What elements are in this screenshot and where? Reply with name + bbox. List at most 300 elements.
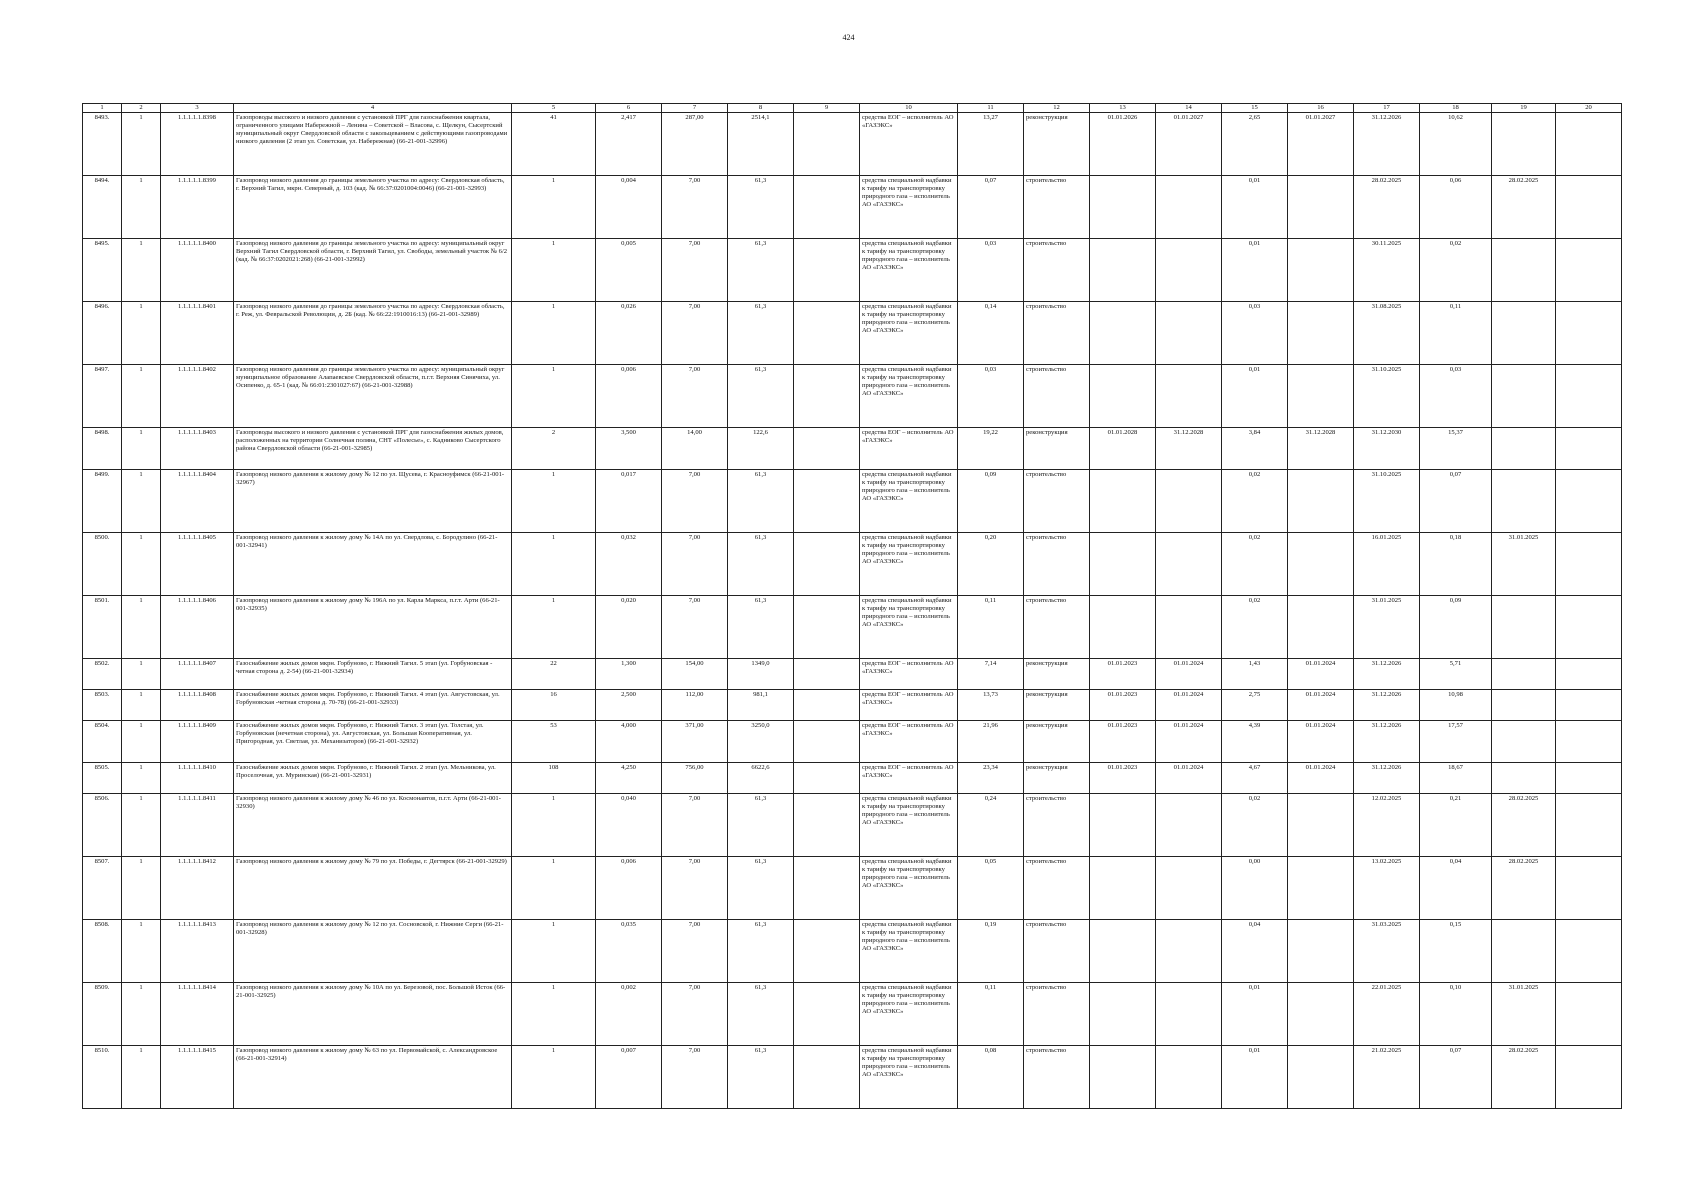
cell-col-4: Газопровод низкого давления к жилому дому № 46 по ул. Космонавтов, п.г.т. Арти (66-21-001-32930) — [234, 794, 512, 857]
cell-col-16 — [1288, 1046, 1354, 1109]
cell-col-15: 4,39 — [1222, 721, 1288, 763]
page-number: 424 — [842, 33, 855, 42]
cell-col-20 — [1556, 920, 1622, 983]
cell-col-20 — [1556, 983, 1622, 1046]
cell-col-17: 31.08.2025 — [1354, 302, 1420, 365]
cell-col-13 — [1090, 470, 1156, 533]
cell-col-17: 31.12.2026 — [1354, 721, 1420, 763]
cell-col-20 — [1556, 470, 1622, 533]
cell-col-16 — [1288, 176, 1354, 239]
column-header-7: 7 — [662, 104, 728, 113]
cell-col-10: средства специальной надбавки к тарифу на транспортировку природного газа – исполнитель АО «ГАЗЭКС» — [860, 176, 958, 239]
cell-col-10: средства специальной надбавки к тарифу на транспортировку природного газа – исполнитель АО «ГАЗЭКС» — [860, 983, 958, 1046]
cell-col-14 — [1156, 794, 1222, 857]
column-header-20: 20 — [1556, 104, 1622, 113]
cell-col-12: строительство — [1024, 176, 1090, 239]
cell-col-10: средства ЕОГ – исполнитель АО «ГАЗЭКС» — [860, 113, 958, 176]
cell-col-16 — [1288, 596, 1354, 659]
cell-col-3: 1.1.1.1.1.8409 — [161, 721, 234, 763]
table-row — [83, 113, 1622, 176]
cell-col-1: 8494. — [83, 176, 122, 239]
cell-col-9 — [794, 1046, 860, 1109]
cell-col-4: Газопровод низкого давления к жилому дому № 79 по ул. Победы, г. Дегтярск (66-21-001-32929) — [234, 857, 512, 920]
cell-col-16: 01.01.2024 — [1288, 690, 1354, 721]
column-header-1: 1 — [83, 104, 122, 113]
cell-col-13: 01.01.2023 — [1090, 690, 1156, 721]
cell-col-5: 1 — [512, 176, 596, 239]
cell-col-5: 1 — [512, 533, 596, 596]
cell-col-3: 1.1.1.1.1.8400 — [161, 239, 234, 302]
cell-col-14 — [1156, 365, 1222, 428]
cell-col-10: средства ЕОГ – исполнитель АО «ГАЗЭКС» — [860, 721, 958, 763]
cell-col-17: 31.01.2025 — [1354, 596, 1420, 659]
cell-col-5: 2 — [512, 428, 596, 470]
cell-col-12: строительство — [1024, 1046, 1090, 1109]
cell-col-7: 7,00 — [662, 533, 728, 596]
cell-col-10: средства специальной надбавки к тарифу на транспортировку природного газа – исполнитель АО «ГАЗЭКС» — [860, 596, 958, 659]
cell-col-1: 8505. — [83, 763, 122, 794]
cell-col-3: 1.1.1.1.1.8399 — [161, 176, 234, 239]
cell-col-10: средства специальной надбавки к тарифу на транспортировку природного газа – исполнитель АО «ГАЗЭКС» — [860, 239, 958, 302]
cell-col-11: 19,22 — [958, 428, 1024, 470]
cell-col-16 — [1288, 794, 1354, 857]
cell-col-10: средства специальной надбавки к тарифу на транспортировку природного газа – исполнитель АО «ГАЗЭКС» — [860, 794, 958, 857]
cell-col-17: 31.10.2025 — [1354, 470, 1420, 533]
cell-col-19: 31.01.2025 — [1492, 983, 1556, 1046]
cell-col-8: 61,3 — [728, 302, 794, 365]
cell-col-18: 10,62 — [1420, 113, 1492, 176]
cell-col-2: 1 — [122, 857, 161, 920]
cell-col-8: 6622,6 — [728, 763, 794, 794]
cell-col-16 — [1288, 533, 1354, 596]
cell-col-7: 7,00 — [662, 470, 728, 533]
cell-col-1: 8499. — [83, 470, 122, 533]
cell-col-12: реконструкция — [1024, 659, 1090, 690]
cell-col-20 — [1556, 794, 1622, 857]
cell-col-6: 0,007 — [596, 1046, 662, 1109]
table-row — [83, 920, 1622, 983]
cell-col-7: 7,00 — [662, 920, 728, 983]
column-header-15: 15 — [1222, 104, 1288, 113]
cell-col-11: 0,14 — [958, 302, 1024, 365]
cell-col-18: 10,98 — [1420, 690, 1492, 721]
cell-col-12: строительство — [1024, 533, 1090, 596]
cell-col-19: 31.01.2025 — [1492, 533, 1556, 596]
cell-col-15: 2,65 — [1222, 113, 1288, 176]
cell-col-7: 14,00 — [662, 428, 728, 470]
cell-col-14: 01.01.2024 — [1156, 763, 1222, 794]
cell-col-4: Газопровод низкого давления до границы земельного участка по адресу: муниципальный округ муниципальное образование Алапаевское Свердловской области, п.г.т. Верхняя Синячиха, ул. Осипенко, д. 65-1 (кад. № 66:01:2301027:67) (66-21-001-32988) — [234, 365, 512, 428]
table-row — [83, 302, 1622, 365]
column-header-3: 3 — [161, 104, 234, 113]
cell-col-9 — [794, 365, 860, 428]
cell-col-2: 1 — [122, 533, 161, 596]
cell-col-15: 0,01 — [1222, 176, 1288, 239]
cell-col-20 — [1556, 533, 1622, 596]
cell-col-2: 1 — [122, 596, 161, 659]
cell-col-6: 2,417 — [596, 113, 662, 176]
column-header-11: 11 — [958, 104, 1024, 113]
cell-col-18: 0,07 — [1420, 1046, 1492, 1109]
cell-col-15: 2,75 — [1222, 690, 1288, 721]
cell-col-2: 1 — [122, 920, 161, 983]
cell-col-14: 01.01.2024 — [1156, 690, 1222, 721]
cell-col-19 — [1492, 239, 1556, 302]
table-row — [83, 239, 1622, 302]
cell-col-18: 0,04 — [1420, 857, 1492, 920]
cell-col-2: 1 — [122, 659, 161, 690]
cell-col-11: 0,08 — [958, 1046, 1024, 1109]
cell-col-1: 8506. — [83, 794, 122, 857]
cell-col-8: 61,3 — [728, 470, 794, 533]
table-row — [83, 533, 1622, 596]
cell-col-6: 4,250 — [596, 763, 662, 794]
cell-col-14 — [1156, 920, 1222, 983]
cell-col-6: 0,020 — [596, 596, 662, 659]
cell-col-18: 0,03 — [1420, 365, 1492, 428]
cell-col-18: 0,15 — [1420, 920, 1492, 983]
cell-col-13 — [1090, 533, 1156, 596]
cell-col-4: Газоснабжение жилых домов мкрн. Горбуново, г. Нижний Тагил. 4 этап (ул. Августовская, ул. Горбуновская -четная сторона д. 70-78) (66-21-001-32933) — [234, 690, 512, 721]
cell-col-13: 01.01.2026 — [1090, 113, 1156, 176]
cell-col-20 — [1556, 763, 1622, 794]
cell-col-20 — [1556, 690, 1622, 721]
cell-col-18: 0,07 — [1420, 470, 1492, 533]
cell-col-7: 7,00 — [662, 794, 728, 857]
cell-col-15: 0,01 — [1222, 1046, 1288, 1109]
cell-col-3: 1.1.1.1.1.8406 — [161, 596, 234, 659]
cell-col-9 — [794, 690, 860, 721]
column-header-5: 5 — [512, 104, 596, 113]
cell-col-19 — [1492, 428, 1556, 470]
cell-col-14 — [1156, 596, 1222, 659]
table-row — [83, 690, 1622, 721]
cell-col-7: 7,00 — [662, 239, 728, 302]
cell-col-5: 1 — [512, 239, 596, 302]
cell-col-6: 0,040 — [596, 794, 662, 857]
cell-col-2: 1 — [122, 176, 161, 239]
cell-col-11: 7,14 — [958, 659, 1024, 690]
cell-col-1: 8507. — [83, 857, 122, 920]
column-header-16: 16 — [1288, 104, 1354, 113]
cell-col-18: 0,11 — [1420, 302, 1492, 365]
cell-col-16 — [1288, 920, 1354, 983]
cell-col-19 — [1492, 763, 1556, 794]
cell-col-11: 0,03 — [958, 239, 1024, 302]
cell-col-10: средства специальной надбавки к тарифу на транспортировку природного газа – исполнитель АО «ГАЗЭКС» — [860, 470, 958, 533]
cell-col-5: 1 — [512, 920, 596, 983]
table-row — [83, 857, 1622, 920]
cell-col-15: 4,67 — [1222, 763, 1288, 794]
cell-col-8: 61,3 — [728, 596, 794, 659]
column-header-14: 14 — [1156, 104, 1222, 113]
cell-col-10: средства специальной надбавки к тарифу на транспортировку природного газа – исполнитель АО «ГАЗЭКС» — [860, 920, 958, 983]
cell-col-5: 1 — [512, 857, 596, 920]
cell-col-11: 0,09 — [958, 470, 1024, 533]
cell-col-12: строительство — [1024, 983, 1090, 1046]
cell-col-3: 1.1.1.1.1.8408 — [161, 690, 234, 721]
cell-col-13: 01.01.2028 — [1090, 428, 1156, 470]
cell-col-11: 13,27 — [958, 113, 1024, 176]
cell-col-10: средства специальной надбавки к тарифу на транспортировку природного газа – исполнитель АО «ГАЗЭКС» — [860, 857, 958, 920]
cell-col-15: 3,84 — [1222, 428, 1288, 470]
cell-col-4: Газопроводы высокого и низкого давления с установкой ПРГ для газоснабжения квартала, ограниченного улицами Набережной – Ленина – Советской – Власова, с. Щелкун, Сысертский муниципальный округ Свердловской области с закольцеванием с действующими газопроводами низкого давления (2 этап ул. Советская, ул. Набережная) (66-21-001-32996) — [234, 113, 512, 176]
column-header-8: 8 — [728, 104, 794, 113]
table-row — [83, 176, 1622, 239]
cell-col-7: 7,00 — [662, 176, 728, 239]
cell-col-3: 1.1.1.1.1.8405 — [161, 533, 234, 596]
cell-col-3: 1.1.1.1.1.8401 — [161, 302, 234, 365]
cell-col-17: 31.12.2026 — [1354, 659, 1420, 690]
cell-col-8: 61,3 — [728, 1046, 794, 1109]
cell-col-19: 28.02.2025 — [1492, 857, 1556, 920]
table-body — [83, 113, 1622, 1109]
cell-col-20 — [1556, 428, 1622, 470]
cell-col-20 — [1556, 721, 1622, 763]
cell-col-14: 01.01.2024 — [1156, 721, 1222, 763]
table-row — [83, 428, 1622, 470]
cell-col-11: 0,19 — [958, 920, 1024, 983]
cell-col-18: 15,37 — [1420, 428, 1492, 470]
cell-col-5: 22 — [512, 659, 596, 690]
cell-col-13 — [1090, 365, 1156, 428]
cell-col-5: 1 — [512, 470, 596, 533]
table-row — [83, 470, 1622, 533]
cell-col-12: строительство — [1024, 239, 1090, 302]
cell-col-2: 1 — [122, 428, 161, 470]
cell-col-19 — [1492, 365, 1556, 428]
cell-col-15: 0,03 — [1222, 302, 1288, 365]
cell-col-17: 22.01.2025 — [1354, 983, 1420, 1046]
cell-col-14: 31.12.2028 — [1156, 428, 1222, 470]
cell-col-18: 0,10 — [1420, 983, 1492, 1046]
cell-col-2: 1 — [122, 113, 161, 176]
cell-col-12: реконструкция — [1024, 113, 1090, 176]
cell-col-19: 28.02.2025 — [1492, 176, 1556, 239]
column-header-18: 18 — [1420, 104, 1492, 113]
cell-col-1: 8496. — [83, 302, 122, 365]
cell-col-13 — [1090, 794, 1156, 857]
cell-col-7: 371,00 — [662, 721, 728, 763]
cell-col-16: 01.01.2024 — [1288, 721, 1354, 763]
cell-col-4: Газоснабжение жилых домов мкрн. Горбуново, г. Нижний Тагил. 2 этап (ул. Мельникова, ул. Проселочная, ул. Муринская) (66-21-001-32931) — [234, 763, 512, 794]
cell-col-3: 1.1.1.1.1.8410 — [161, 763, 234, 794]
cell-col-3: 1.1.1.1.1.8413 — [161, 920, 234, 983]
cell-col-20 — [1556, 659, 1622, 690]
cell-col-3: 1.1.1.1.1.8402 — [161, 365, 234, 428]
cell-col-8: 3250,0 — [728, 721, 794, 763]
cell-col-5: 41 — [512, 113, 596, 176]
cell-col-13 — [1090, 1046, 1156, 1109]
cell-col-16 — [1288, 983, 1354, 1046]
cell-col-9 — [794, 239, 860, 302]
cell-col-20 — [1556, 176, 1622, 239]
cell-col-18: 0,02 — [1420, 239, 1492, 302]
cell-col-17: 31.12.2026 — [1354, 113, 1420, 176]
cell-col-1: 8509. — [83, 983, 122, 1046]
cell-col-16: 01.01.2027 — [1288, 113, 1354, 176]
cell-col-14 — [1156, 1046, 1222, 1109]
cell-col-10: средства специальной надбавки к тарифу на транспортировку природного газа – исполнитель АО «ГАЗЭКС» — [860, 302, 958, 365]
table-row — [83, 721, 1622, 763]
cell-col-7: 287,00 — [662, 113, 728, 176]
cell-col-18: 17,57 — [1420, 721, 1492, 763]
cell-col-15: 0,02 — [1222, 794, 1288, 857]
cell-col-7: 7,00 — [662, 365, 728, 428]
cell-col-20 — [1556, 596, 1622, 659]
cell-col-6: 2,500 — [596, 690, 662, 721]
cell-col-14 — [1156, 302, 1222, 365]
data-table — [82, 103, 1622, 1109]
cell-col-1: 8503. — [83, 690, 122, 721]
cell-col-3: 1.1.1.1.1.8398 — [161, 113, 234, 176]
cell-col-4: Газопроводы высокого и низкого давления с установкой ПРГ для газоснабжения жилых домов, расположенных на территории Солнечная поляна, СНТ «Полесье», с. Кадниково Сысертского района Свердловской области (66-21-001-32985) — [234, 428, 512, 470]
cell-col-5: 1 — [512, 365, 596, 428]
cell-col-6: 0,004 — [596, 176, 662, 239]
cell-col-2: 1 — [122, 1046, 161, 1109]
cell-col-4: Газопровод низкого давления до границы земельного участка по адресу: Свердловская область, г. Верхний Тагил, мкрн. Северный, д. 103 (кад. № 66:37:0201004:0046) (66-21-001-32993) — [234, 176, 512, 239]
cell-col-6: 0,032 — [596, 533, 662, 596]
cell-col-9 — [794, 428, 860, 470]
cell-col-12: реконструкция — [1024, 690, 1090, 721]
cell-col-6: 0,035 — [596, 920, 662, 983]
cell-col-19: 28.02.2025 — [1492, 794, 1556, 857]
cell-col-14 — [1156, 239, 1222, 302]
cell-col-17: 12.02.2025 — [1354, 794, 1420, 857]
cell-col-17: 31.03.2025 — [1354, 920, 1420, 983]
cell-col-7: 7,00 — [662, 596, 728, 659]
cell-col-4: Газопровод низкого давления к жилому дому № 196А по ул. Карла Маркса, п.г.т. Арти (66-21-001-32935) — [234, 596, 512, 659]
cell-col-4: Газопровод низкого давления к жилому дому № 14А по ул. Свердлова, с. Бородулино (66-21-001-32941) — [234, 533, 512, 596]
cell-col-15: 0,02 — [1222, 470, 1288, 533]
cell-col-9 — [794, 721, 860, 763]
cell-col-4: Газопровод низкого давления к жилому дому № 12 по ул. Сосновской, г. Нижние Серги (66-21-001-32928) — [234, 920, 512, 983]
cell-col-8: 2514,1 — [728, 113, 794, 176]
cell-col-16 — [1288, 857, 1354, 920]
cell-col-9 — [794, 113, 860, 176]
cell-col-14 — [1156, 983, 1222, 1046]
cell-col-5: 1 — [512, 983, 596, 1046]
cell-col-17: 31.10.2025 — [1354, 365, 1420, 428]
cell-col-2: 1 — [122, 470, 161, 533]
cell-col-19 — [1492, 920, 1556, 983]
cell-col-18: 5,71 — [1420, 659, 1492, 690]
cell-col-11: 0,05 — [958, 857, 1024, 920]
cell-col-14 — [1156, 857, 1222, 920]
cell-col-17: 31.12.2026 — [1354, 763, 1420, 794]
cell-col-13 — [1090, 176, 1156, 239]
cell-col-1: 8495. — [83, 239, 122, 302]
cell-col-17: 31.12.2030 — [1354, 428, 1420, 470]
cell-col-13 — [1090, 239, 1156, 302]
cell-col-17: 16.01.2025 — [1354, 533, 1420, 596]
cell-col-1: 8502. — [83, 659, 122, 690]
cell-col-5: 1 — [512, 1046, 596, 1109]
cell-col-3: 1.1.1.1.1.8407 — [161, 659, 234, 690]
cell-col-9 — [794, 763, 860, 794]
cell-col-3: 1.1.1.1.1.8415 — [161, 1046, 234, 1109]
cell-col-14 — [1156, 176, 1222, 239]
cell-col-12: строительство — [1024, 596, 1090, 659]
cell-col-18: 18,67 — [1420, 763, 1492, 794]
cell-col-6: 0,026 — [596, 302, 662, 365]
cell-col-15: 1,43 — [1222, 659, 1288, 690]
cell-col-9 — [794, 794, 860, 857]
cell-col-1: 8501. — [83, 596, 122, 659]
cell-col-15: 0,01 — [1222, 365, 1288, 428]
cell-col-20 — [1556, 113, 1622, 176]
cell-col-13: 01.01.2023 — [1090, 659, 1156, 690]
cell-col-5: 53 — [512, 721, 596, 763]
cell-col-8: 122,6 — [728, 428, 794, 470]
cell-col-9 — [794, 176, 860, 239]
cell-col-19 — [1492, 690, 1556, 721]
cell-col-14: 01.01.2027 — [1156, 113, 1222, 176]
table-header-row — [83, 104, 1622, 113]
cell-col-5: 1 — [512, 596, 596, 659]
cell-col-12: строительство — [1024, 365, 1090, 428]
cell-col-1: 8510. — [83, 1046, 122, 1109]
table-row — [83, 1046, 1622, 1109]
cell-col-8: 61,3 — [728, 176, 794, 239]
cell-col-16 — [1288, 239, 1354, 302]
cell-col-1: 8497. — [83, 365, 122, 428]
cell-col-7: 756,00 — [662, 763, 728, 794]
cell-col-10: средства ЕОГ – исполнитель АО «ГАЗЭКС» — [860, 763, 958, 794]
cell-col-4: Газопровод низкого давления до границы земельного участка по адресу: муниципальный округ Верхний Тагил Свердловской области, г. Верхний Тагил, ул. Свободы, земельный участок № 6/2 (кад. № 66:37:0202021:268) (66-21-001-32992) — [234, 239, 512, 302]
cell-col-4: Газопровод низкого давления к жилому дому № 10А по ул. Березовой, пос. Большой Исток (66-21-001-32925) — [234, 983, 512, 1046]
cell-col-2: 1 — [122, 721, 161, 763]
cell-col-3: 1.1.1.1.1.8414 — [161, 983, 234, 1046]
cell-col-20 — [1556, 365, 1622, 428]
cell-col-16: 01.01.2024 — [1288, 763, 1354, 794]
cell-col-8: 61,3 — [728, 857, 794, 920]
cell-col-5: 108 — [512, 763, 596, 794]
cell-col-7: 154,00 — [662, 659, 728, 690]
cell-col-12: строительство — [1024, 794, 1090, 857]
column-header-13: 13 — [1090, 104, 1156, 113]
cell-col-4: Газоснабжение жилых домов мкрн. Горбуново, г. Нижний Тагил. 5 этап (ул. Горбуновская - четная сторона д. 2-54) (66-21-001-32934) — [234, 659, 512, 690]
cell-col-7: 7,00 — [662, 983, 728, 1046]
cell-col-16: 31.12.2028 — [1288, 428, 1354, 470]
cell-col-20 — [1556, 857, 1622, 920]
table-row — [83, 659, 1622, 690]
cell-col-9 — [794, 857, 860, 920]
cell-col-19 — [1492, 596, 1556, 659]
cell-col-2: 1 — [122, 365, 161, 428]
cell-col-11: 13,73 — [958, 690, 1024, 721]
cell-col-3: 1.1.1.1.1.8411 — [161, 794, 234, 857]
cell-col-19 — [1492, 113, 1556, 176]
cell-col-12: строительство — [1024, 302, 1090, 365]
cell-col-11: 0,24 — [958, 794, 1024, 857]
cell-col-8: 61,3 — [728, 533, 794, 596]
cell-col-2: 1 — [122, 239, 161, 302]
cell-col-9 — [794, 470, 860, 533]
column-header-4: 4 — [234, 104, 512, 113]
cell-col-6: 1,300 — [596, 659, 662, 690]
cell-col-8: 61,3 — [728, 983, 794, 1046]
column-header-12: 12 — [1024, 104, 1090, 113]
cell-col-17: 31.12.2026 — [1354, 690, 1420, 721]
cell-col-8: 61,3 — [728, 794, 794, 857]
cell-col-9 — [794, 983, 860, 1046]
cell-col-1: 8498. — [83, 428, 122, 470]
cell-col-10: средства специальной надбавки к тарифу на транспортировку природного газа – исполнитель АО «ГАЗЭКС» — [860, 365, 958, 428]
column-header-6: 6 — [596, 104, 662, 113]
cell-col-20 — [1556, 302, 1622, 365]
cell-col-12: реконструкция — [1024, 763, 1090, 794]
